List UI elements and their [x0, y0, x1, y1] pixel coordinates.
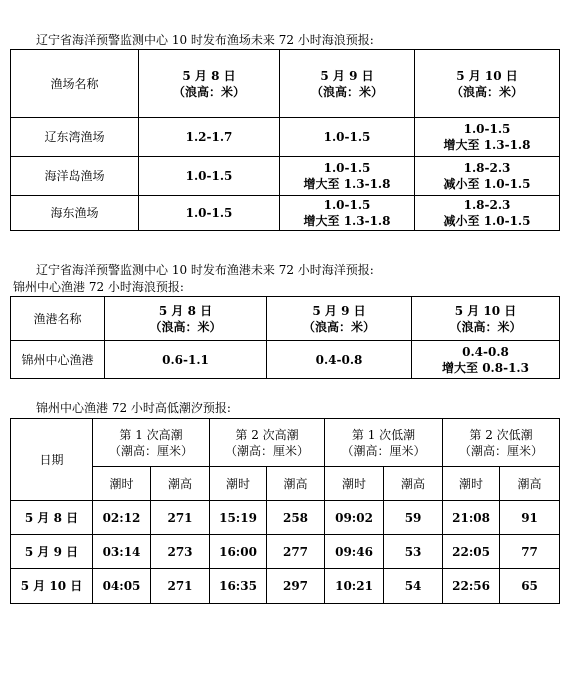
tide-cell: 22:56: [443, 569, 500, 604]
wave-day2: 1.0-1.5: [280, 118, 415, 157]
fishing-ground-wave-table: [10, 49, 560, 231]
col-header-low2: 第 2 次低潮 （潮高：厘米）: [443, 419, 560, 467]
wave-day3: 1.0-1.5 增大至 1.3-1.8: [415, 118, 560, 157]
tide-cell: 04:05: [93, 569, 151, 604]
tide-cell: 273: [151, 535, 210, 569]
tide-cell: 22:05: [443, 535, 500, 569]
sub-header-height: 潮高: [500, 467, 560, 501]
ground-name: 辽东湾渔场: [11, 118, 139, 157]
sub-header-time: 潮时: [93, 467, 151, 501]
col-header-high1: 第 1 次高潮 （潮高：厘米）: [93, 419, 210, 467]
tide-cell: 02:12: [93, 501, 151, 535]
tide-cell: 03:14: [93, 535, 151, 569]
port-name: 锦州中心渔港: [11, 341, 105, 379]
wave-day3: 1.8-2.3 减小至 1.0-1.5: [415, 157, 560, 196]
tide-table: [10, 418, 560, 604]
wave-day1: 1.2-1.7: [139, 118, 280, 157]
sub-header-height: 潮高: [267, 467, 325, 501]
col-header-day1: 5 月 8 日 （浪高：米）: [105, 297, 267, 341]
table-row: [11, 341, 560, 379]
tide-cell: 21:08: [443, 501, 500, 535]
tide-cell: 277: [267, 535, 325, 569]
tide-cell: 54: [384, 569, 443, 604]
wave-day1: 0.6-1.1: [105, 341, 267, 379]
tide-cell: 10:21: [325, 569, 384, 604]
sub-header-height: 潮高: [151, 467, 210, 501]
tide-cell: 271: [151, 569, 210, 604]
sub-header-height: 潮高: [384, 467, 443, 501]
col-header-day3: 5 月 10 日 （浪高：米）: [415, 50, 560, 118]
col-header-day2: 5 月 9 日 （浪高：米）: [267, 297, 412, 341]
fishing-ground-caption: 辽宁省海洋预警监测中心 10 时发布渔场未来 72 小时海浪预报:: [36, 33, 374, 47]
wave-day2: 1.0-1.5 增大至 1.3-1.8: [280, 196, 415, 231]
tide-date: 5 月 9 日: [11, 535, 93, 569]
ground-name: 海东渔场: [11, 196, 139, 231]
tide-cell: 09:02: [325, 501, 384, 535]
col-header-port-name: 渔港名称: [11, 297, 105, 341]
wave-day2: 1.0-1.5 增大至 1.3-1.8: [280, 157, 415, 196]
ground-name: 海洋岛渔场: [11, 157, 139, 196]
wave-day1: 1.0-1.5: [139, 157, 280, 196]
table-row: [11, 157, 560, 196]
wave-day2: 0.4-0.8: [267, 341, 412, 379]
table-row: [11, 501, 560, 535]
wave-day3: 0.4-0.8 增大至 0.8-1.3: [412, 341, 560, 379]
sub-header-time: 潮时: [210, 467, 267, 501]
wave-day3: 1.8-2.3 减小至 1.0-1.5: [415, 196, 560, 231]
col-header-day3: 5 月 10 日 （浪高：米）: [412, 297, 560, 341]
tide-cell: 53: [384, 535, 443, 569]
tide-cell: 09:46: [325, 535, 384, 569]
sub-header-time: 潮时: [325, 467, 384, 501]
jinzhou-wave-caption: 锦州中心渔港 72 小时海浪预报:: [13, 280, 184, 294]
fishing-port-caption: 辽宁省海洋预警监测中心 10 时发布渔港未来 72 小时海洋预报:: [36, 263, 374, 277]
tide-date: 5 月 10 日: [11, 569, 93, 604]
tide-cell: 271: [151, 501, 210, 535]
tide-cell: 91: [500, 501, 560, 535]
tide-cell: 297: [267, 569, 325, 604]
tide-caption: 锦州中心渔港 72 小时高低潮汐预报:: [36, 401, 231, 415]
col-header-high2: 第 2 次高潮 （潮高：厘米）: [210, 419, 325, 467]
sub-header-time: 潮时: [443, 467, 500, 501]
tide-cell: 16:00: [210, 535, 267, 569]
col-header-day2: 5 月 9 日 （浪高：米）: [280, 50, 415, 118]
col-header-low1: 第 1 次低潮 （潮高：厘米）: [325, 419, 443, 467]
col-header-ground-name: 渔场名称: [11, 50, 139, 118]
tide-cell: 59: [384, 501, 443, 535]
tide-cell: 65: [500, 569, 560, 604]
table-row: [11, 118, 560, 157]
tide-cell: 258: [267, 501, 325, 535]
table-row: [11, 196, 560, 231]
wave-day1: 1.0-1.5: [139, 196, 280, 231]
tide-cell: 16:35: [210, 569, 267, 604]
tide-cell: 15:19: [210, 501, 267, 535]
table-row: [11, 569, 560, 604]
col-header-date: 日期: [11, 419, 93, 501]
col-header-day1: 5 月 8 日 （浪高：米）: [139, 50, 280, 118]
tide-date: 5 月 8 日: [11, 501, 93, 535]
table-row: [11, 535, 560, 569]
fishing-port-wave-table: [10, 296, 560, 379]
tide-cell: 77: [500, 535, 560, 569]
